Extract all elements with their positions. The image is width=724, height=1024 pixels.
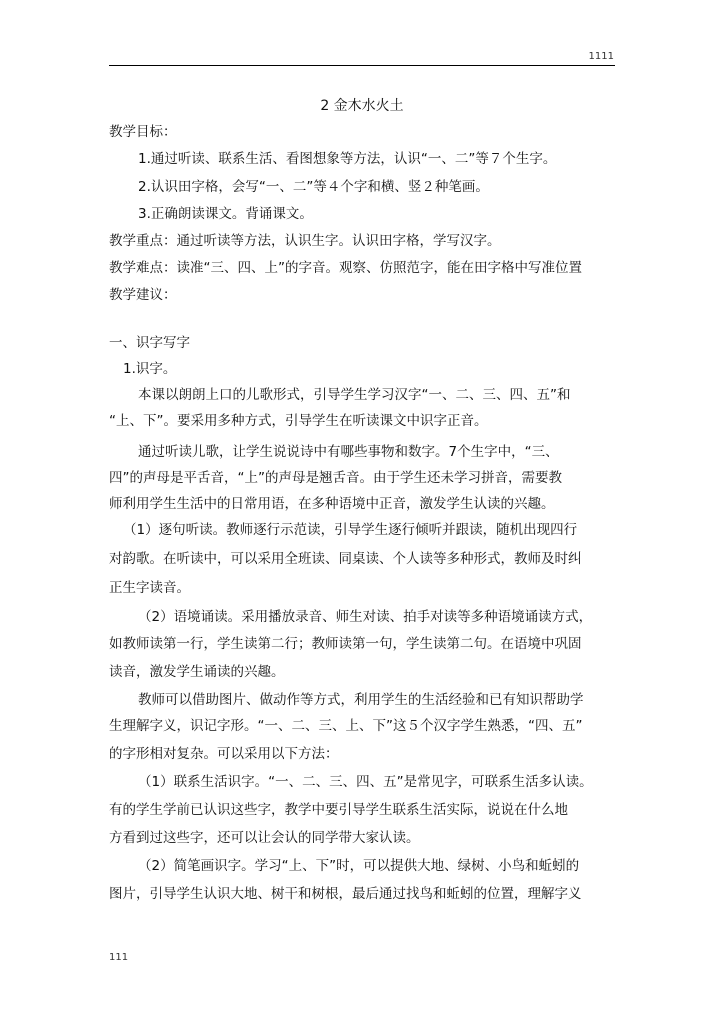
header-page-number: 1111: [588, 51, 614, 62]
paragraph-line: 生理解字义，识记字形。“一、二、三、上、下”这５个汉字学生熟悉，“四、五”: [109, 718, 583, 734]
teaching-suggestions-heading: 教学建议：: [109, 287, 177, 303]
paragraph-line: 对韵歌。在听读中，可以采用全班读、同桌读、个人读等多种形式，教师及时纠: [109, 551, 582, 567]
section-heading-literacy: 一、识字写字: [109, 335, 190, 351]
section-heading-objectives: 教学目标：: [109, 124, 177, 140]
paragraph-line: 四”的声母是平舌音，“上”的声母是翘舌音。由于学生还未学习拼音，需要教: [109, 470, 562, 486]
footer-page-number: 111: [109, 952, 129, 963]
paragraph-line: 教师可以借助图片、做动作等方式，利用学生的生活经验和已有知识帮助学: [138, 692, 584, 708]
document-title: 2 金木水火土: [320, 98, 404, 114]
paragraph-line: （2）简笔画识字。学习“上、下”时，可以提供大地、绿树、小鸟和蚯蚓的: [138, 858, 580, 874]
paragraph-line: 读音，激发学生诵读的兴趣。: [109, 664, 285, 680]
paragraph-line: 有的学生学前已认识这些字，教学中要引导学生联系生活实际，说说在什么地: [109, 802, 568, 818]
objective-1: 1.通过听读、联系生活、看图想象等方法，认识“一、二”等７个生字。: [138, 151, 557, 167]
key-points: 教学重点：通过听读等方法，认识生字。认识田字格，学写汉字。: [109, 233, 501, 249]
objective-2: 2.认识田字格，会写“一、二”等４个字和横、竖２种笔画。: [138, 179, 489, 195]
subheading-literacy: 1.识字。: [123, 361, 177, 377]
header-rule: [109, 65, 615, 66]
paragraph-line: 方看到过这些字，还可以让会认的同学带大家认读。: [109, 830, 420, 846]
paragraph-line: “上、下”。要采用多种方式，引导学生在听读课文中识字正音。: [109, 413, 488, 429]
paragraph-line: 如教师读第一行，学生读第二行；教师读第一句，学生读第二句。在语境中巩固: [109, 636, 582, 652]
paragraph-line: 正生字读音。: [109, 580, 190, 596]
paragraph-line: 师利用学生生活中的日常用语，在多种语境中正音，激发学生认读的兴趣。: [109, 496, 555, 512]
objective-3: 3.正确朗读课文。背诵课文。: [138, 206, 313, 222]
paragraph-line: 本课以朗朗上口的儿歌形式，引导学生学习汉字“一、二、三、四、五”和: [138, 387, 571, 403]
paragraph-line: （1）逐句听读。教师逐行示范读，引导学生逐行倾听并跟读，随机出现四行: [123, 522, 578, 538]
paragraph-line: 图片，引导学生认识大地、树干和树根，最后通过找鸟和蚯蚓的位置，理解字义: [109, 886, 582, 902]
paragraph-line: （1）联系生活识字。“一、二、三、四、五”是常见字，可联系生活多认读。: [138, 774, 593, 790]
paragraph-line: （2）语境诵读。采用播放录音、师生对读、拍手对读等多种语境诵读方式，: [138, 609, 593, 625]
paragraph-line: 的字形相对复杂。可以采用以下方法：: [109, 746, 339, 762]
paragraph-line: 通过听读儿歌，让学生说说诗中有哪些事物和数字。7个生字中，“三、: [138, 444, 559, 460]
difficult-points: 教学难点：读准“三、四、上”的字音。观察、仿照范字，能在田字格中写准位置: [109, 260, 582, 276]
